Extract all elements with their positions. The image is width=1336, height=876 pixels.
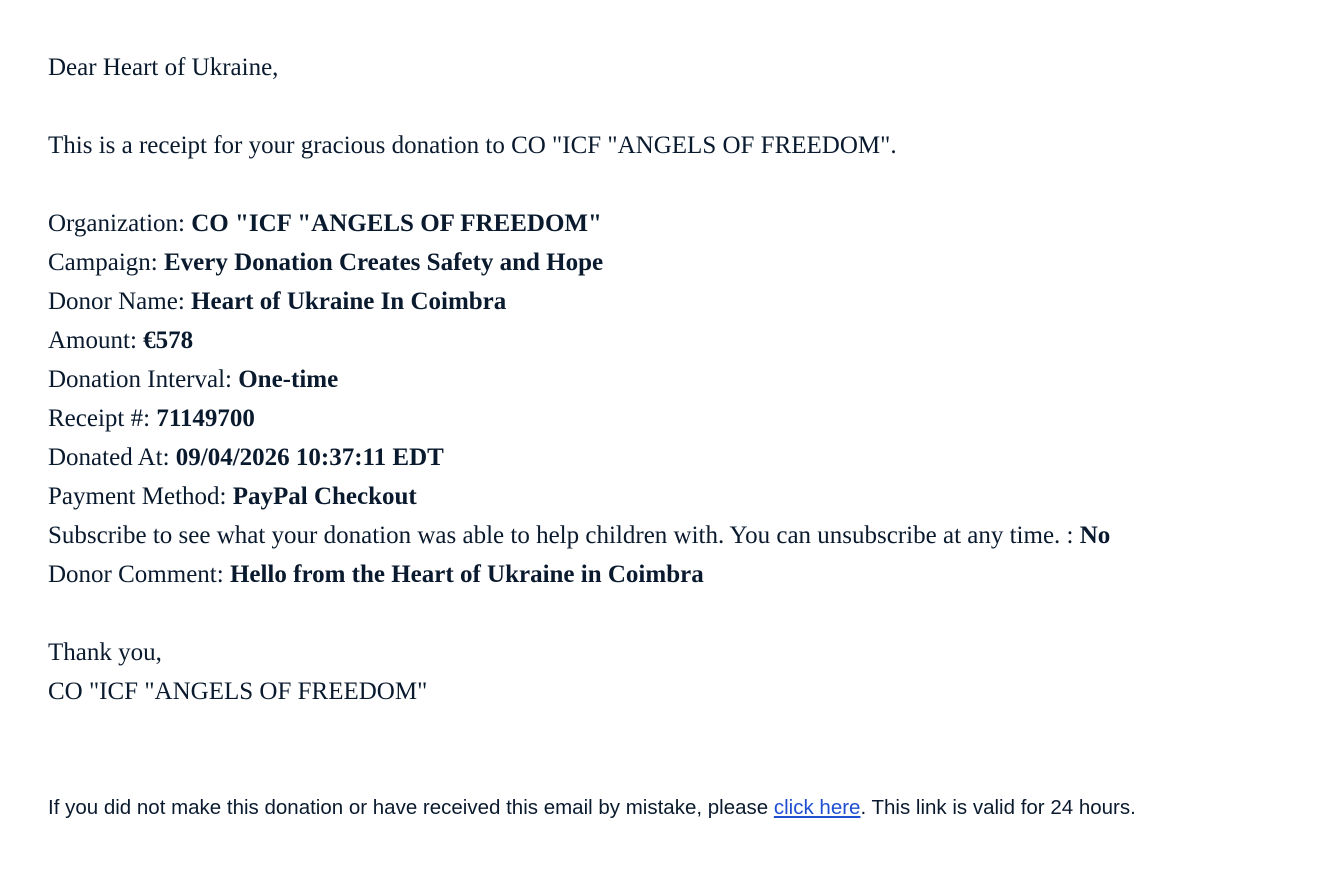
detail-amount: [48, 321, 1110, 360]
detail-label: Organization:: [48, 210, 192, 237]
detail-label: Receipt #:: [48, 405, 157, 432]
detail-campaign: [48, 243, 1110, 282]
detail-payment-method: [48, 477, 1110, 516]
detail-value: PayPal Checkout: [232, 483, 417, 510]
detail-value: Heart of Ukraine In Coimbra: [191, 288, 507, 315]
detail-receipt-number: [48, 399, 1110, 438]
detail-donation-interval: [48, 360, 1110, 399]
detail-label: Donor Comment:: [48, 561, 230, 588]
detail-donor-name: [48, 282, 1110, 321]
intro-text: This is a receipt for your gracious donation to CO "ICF "ANGELS OF FREEDOM".: [48, 132, 897, 159]
footer-text-before: If you did not make this donation or have received this email by mistake, please: [48, 796, 774, 819]
footer-text-after: . This link is valid for 24 hours.: [860, 796, 1136, 819]
report-link[interactable]: click here: [773, 796, 861, 819]
detail-value: CO "ICF "ANGELS OF FREEDOM": [191, 210, 602, 237]
detail-label: Donation Interval:: [48, 366, 239, 393]
detail-label: Donated At:: [48, 444, 176, 471]
detail-donor-comment: [48, 555, 1110, 594]
detail-label: Amount:: [48, 327, 144, 354]
detail-value: One-time: [238, 366, 339, 393]
detail-value: 71149700: [156, 405, 255, 432]
signature: CO "ICF "ANGELS OF FREEDOM": [48, 678, 428, 705]
detail-value: Every Donation Creates Safety and Hope: [163, 249, 604, 276]
detail-label: Payment Method:: [48, 483, 233, 510]
greeting: Dear Heart of Ukraine,: [48, 54, 279, 81]
detail-value: 09/04/2026 10:37:11 EDT: [175, 444, 444, 471]
detail-value: No: [1079, 522, 1111, 549]
detail-organization: [48, 204, 1110, 243]
thanks-text: Thank you,: [48, 639, 162, 666]
detail-label: Subscribe to see what your donation was able to help children with. You can unsubscribe at any time. :: [48, 522, 1080, 549]
footer-notice: [48, 794, 1136, 822]
detail-value: Hello from the Heart of Ukraine in Coimbra: [229, 561, 704, 588]
detail-subscribe: [48, 516, 1110, 555]
detail-value: €578: [143, 327, 194, 354]
receipt-details: [48, 204, 1110, 594]
detail-label: Donor Name:: [48, 288, 192, 315]
detail-label: Campaign:: [48, 249, 164, 276]
detail-donated-at: [48, 438, 1110, 477]
closing: [48, 633, 427, 711]
